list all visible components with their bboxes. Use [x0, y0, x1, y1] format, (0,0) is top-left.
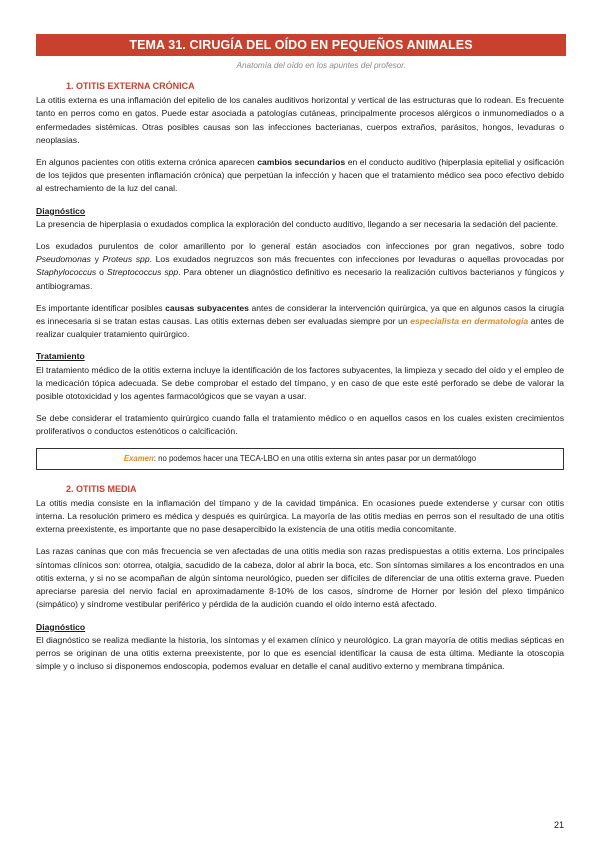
text: o — [96, 267, 107, 278]
italic-text: Pseudomonas — [36, 254, 91, 265]
text: En algunos pacientes con otitis externa crónica aparecen — [36, 157, 258, 168]
paragraph: El tratamiento médico de la otitis externa incluye la identificación de los factores subyacentes, la limpieza y secado del oído y el empleo de la medicación tópica adecuada. Se debe comprobar el estado del tímpano, y en caso de que este esté perforado se debe de valorar la posible ototoxicidad y los agentes farmacológicos que se vayan a usar. — [36, 364, 564, 402]
bold-text: cambios secundarios — [257, 157, 346, 168]
text: Los exudados purulentos de color amarillento por lo general están asociados con infecciones por gran negativos, sobre todo — [36, 241, 564, 252]
paragraph — [36, 240, 564, 293]
subheading-tratamiento: Tratamiento — [36, 351, 85, 362]
page-number: 21 — [553, 820, 564, 830]
text: y — [90, 254, 103, 265]
exam-note-box — [36, 448, 564, 470]
page-title: TEMA 31. CIRUGÍA DEL OÍDO EN PEQUEÑOS ANIMALES — [36, 34, 566, 56]
paragraph: La otitis externa es una inflamación del epitelio de los canales auditivos horizontal y vertical de las estructuras que lo rodean. Es frecuente tanto en perros como en gatos. Puede estar asociada a patologías cutáneas, principalmente procesos alérgicos o inmunomediados o a enfermedades sistémicas. Otras posibles causas son las infecciones bacterianas, cuerpos extraños, parásitos, hongos, levaduras o neoplasias. — [36, 95, 564, 145]
paragraph: La presencia de hiperplasia o exudados complica la exploración del conducto auditivo, llegando a ser necesaria la sedación del paciente. — [36, 218, 559, 229]
paragraph: Se debe considerar el tratamiento quirúrgico cuando falla el tratamiento médico o en aquellos casos en los cuales existen crecimientos proliferativos o conductos estenóticos o calcificación. — [36, 413, 564, 437]
text: antes de realizar cualquier tratamiento quirúrgico. — [36, 316, 564, 340]
paragraph — [36, 302, 564, 342]
content — [36, 80, 564, 682]
section-heading-otitis-externa: 1. OTITIS EXTERNA CRÓNICA — [66, 81, 195, 91]
text: en el conducto auditivo (hiperplasia epitelial y osificación de los tejidos que presenten inflamación crónica) que perpetúan la infección y hacen que el tratamiento médico sea poco efectivo debido al estrechamiento de la luz del canal. — [36, 157, 564, 194]
highlight-text: especialista en dermatología — [410, 316, 529, 327]
paragraph: El diagnóstico se realiza mediante la historia, los síntomas y el examen clínico y neurológico. La gran mayoría de otitis medias sépticas en perros se originan de una otitis externa preexistente, por lo que es esencial identificar la causa de esta última. Mediante la otoscopia simple y o incluso si disponemos endoscopia, podemos evaluar en detalle el canal auditivo externo y membrana timpánica. — [36, 634, 564, 672]
paragraph: Las razas caninas que con más frecuencia se ven afectadas de una otitis media son razas predispuestas a otitis externa. Los principales síntomas clínicos son: otorrea, otalgia, sacudido de la cabeza, dolor al abrir la boca, etc. Son síntomas similares a los encontrados en una otitis externa, y si no se acompañan de algún síntoma neurológico, pueden ser difíciles de diferenciar de una otitis externa grave. Pueden apreciarse paresia del nervio facial en aproximadamente 8-10% de los casos, síndrome de Horner por lesión del plexo timpánico (simpático) y síndrome vestibular periférico y pérdida de la audición cuando el oído interno está afectado. — [36, 546, 564, 610]
bold-text: causas subyacentes — [165, 302, 249, 313]
paragraph — [36, 156, 564, 196]
subheading-diagnostico: Diagnóstico — [36, 621, 86, 632]
exam-text: : no podemos hacer una TECA-LBO en una otitis externa sin antes pasar por un dermatólogo — [153, 453, 477, 463]
italic-text: Streptococcus spp — [106, 267, 179, 278]
page-subtitle: Anatomía del oído en los apuntes del profesor. — [236, 61, 406, 70]
text: . Los exudados negruzcos son más frecuentes con infecciones por levaduras o aquellas provocadas por — [149, 254, 564, 265]
italic-text: Staphylococcus — [36, 267, 97, 278]
text: Es importante identificar posibles — [36, 302, 166, 313]
exam-label: Examen — [123, 453, 154, 463]
text: . Para obtener un diagnóstico definitivo es necesario la realización cultivos bacterianos y fúngicos y antibiogramas. — [36, 267, 564, 291]
paragraph: La otitis media consiste en la inflamación del tímpano y de la cavidad timpánica. En ocasiones puede extenderse y cursar con otitis interna. La resolución primero es médica y después es quirúrgica. La mayoría de las otitis medias en perros son el resultado de una otitis externa preexistente, es importante que no pase desapercibido la existencia de una otitis media concomitante. — [36, 497, 564, 535]
subheading-diagnostico: Diagnóstico — [36, 205, 86, 216]
text: antes de considerar la intervención quirúrgica, ya que en algunos casos la cirugía es innecesaria si se tratan estas causas. Las otitis externas deben ser evaluadas siempre por un — [36, 302, 564, 327]
section-heading-otitis-media: 2. OTITIS MEDIA — [66, 483, 137, 494]
italic-text: Proteus spp — [102, 254, 150, 265]
